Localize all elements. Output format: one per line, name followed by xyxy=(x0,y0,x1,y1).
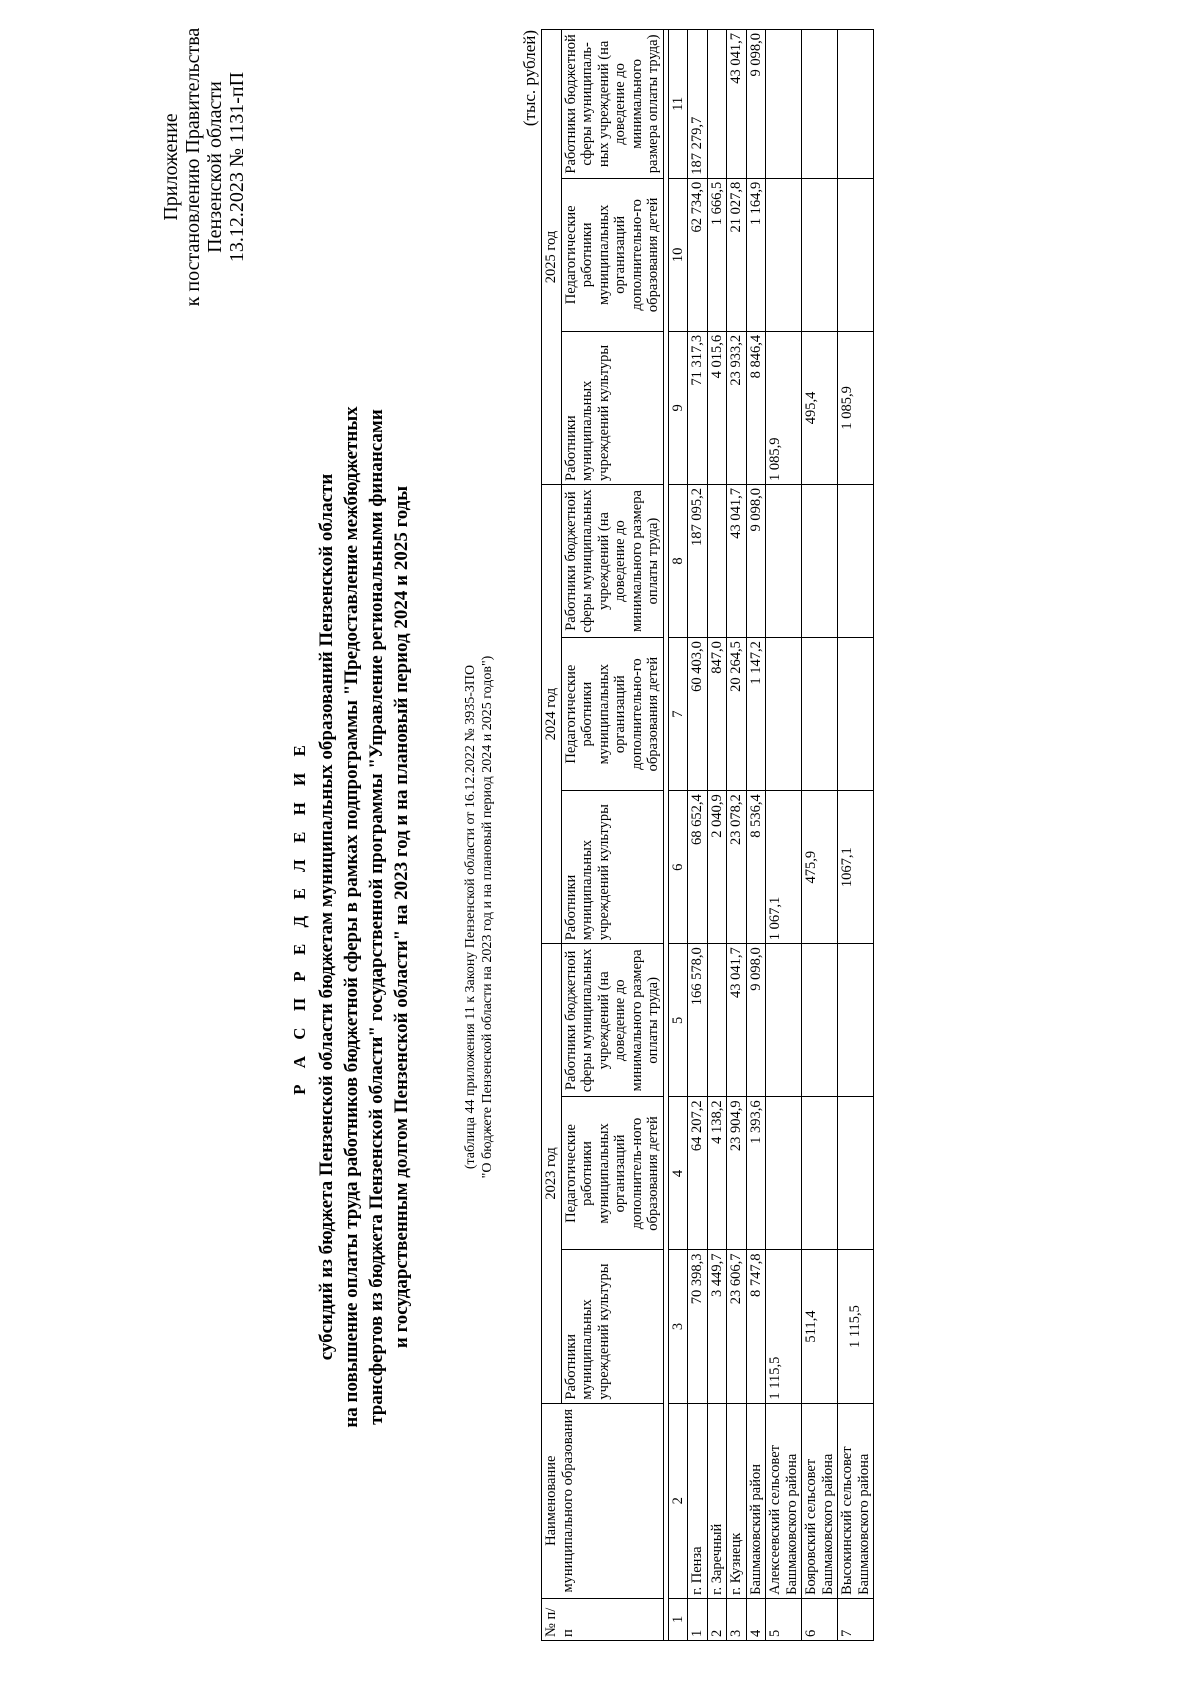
row-name: г. Пенза xyxy=(688,1403,708,1598)
cell-budget-2023 xyxy=(838,944,874,1097)
cell-teachers-2023: 4 138,2 xyxy=(707,1097,727,1250)
cell-culture-2023: 23 606,7 xyxy=(727,1250,747,1403)
cell-budget-2024: 43 041,7 xyxy=(727,484,747,637)
approval-line-4: 13.12.2023 № 1131-пП xyxy=(226,71,248,263)
cell-budget-2024 xyxy=(838,484,874,637)
table-row xyxy=(707,30,727,1641)
cell-budget-2023: 43 041,7 xyxy=(727,944,747,1097)
column-number: 3 xyxy=(668,1250,688,1403)
cell-culture-2025: 1 085,9 xyxy=(766,331,802,484)
approval-line-1: Приложение xyxy=(160,113,182,221)
title-line-1: субсидий из бюджета Пензенской области бюджетам муниципальных образований Пензенской области xyxy=(316,473,337,1361)
header-teachers-2023: Педагогические работники муниципальных организаций дополнитель-ного образования детей xyxy=(561,1097,663,1250)
row-no: 5 xyxy=(766,1598,802,1640)
row-no: 6 xyxy=(802,1598,838,1640)
reference-line-2: "О бюджете Пензенской области на 2023 год и на плановый период 2024 и 2025 годов") xyxy=(480,655,495,1179)
cell-teachers-2024: 1 147,2 xyxy=(746,638,766,791)
header-culture-2024: Работники муниципальных учреждений культуры xyxy=(561,791,663,944)
cell-budget-2025 xyxy=(707,30,727,179)
row-name: г. Кузнецк xyxy=(727,1403,747,1598)
table-row xyxy=(838,30,874,1641)
row-name: г. Заречный xyxy=(707,1403,727,1598)
cell-teachers-2024 xyxy=(802,638,838,791)
header-culture-2025: Работники муниципальных учреждений культуры xyxy=(561,331,663,484)
cell-teachers-2023: 23 904,9 xyxy=(727,1097,747,1250)
cell-culture-2024: 23 078,2 xyxy=(727,791,747,944)
cell-culture-2024: 1 067,1 xyxy=(766,791,802,944)
cell-culture-2024: 475,9 xyxy=(802,791,838,944)
cell-budget-2025: 9 098,0 xyxy=(746,30,766,179)
cell-culture-2023: 70 398,3 xyxy=(688,1250,708,1403)
row-name: Бояровский сельсовет Башмаковского района xyxy=(802,1403,838,1598)
cell-teachers-2023 xyxy=(838,1097,874,1250)
units-label: (тыс. рублей) xyxy=(520,30,539,127)
cell-culture-2025: 1 085,9 xyxy=(838,331,874,484)
row-name: Алексеевский сельсовет Башмаковского района xyxy=(766,1403,802,1598)
cell-budget-2025: 187 279,7 xyxy=(688,30,708,179)
cell-teachers-2023: 64 207,2 xyxy=(688,1097,708,1250)
header-year-2025: 2025 год xyxy=(542,30,562,485)
cell-culture-2023: 511,4 xyxy=(802,1250,838,1403)
cell-budget-2024 xyxy=(766,484,802,637)
row-name: Башмаковский район xyxy=(746,1403,766,1598)
cell-culture-2023: 1 115,5 xyxy=(766,1250,802,1403)
document-title xyxy=(290,217,414,1617)
cell-budget-2023 xyxy=(766,944,802,1097)
cell-budget-2024: 187 095,2 xyxy=(688,484,708,637)
cell-budget-2023 xyxy=(707,944,727,1097)
approval-stamp xyxy=(160,17,248,317)
table-row xyxy=(727,30,747,1641)
reference-line-1: (таблица 44 приложения 11 к Закону Пензенской области от 16.12.2022 № 3935-ЗПО xyxy=(463,664,478,1170)
column-number: 10 xyxy=(668,178,688,331)
distribution-table xyxy=(541,29,874,1641)
cell-culture-2025: 495,4 xyxy=(802,331,838,484)
cell-culture-2024: 1067,1 xyxy=(838,791,874,944)
cell-teachers-2024: 60 403,0 xyxy=(688,638,708,791)
column-number: 7 xyxy=(668,638,688,791)
cell-budget-2024 xyxy=(707,484,727,637)
header-name: Наименование муниципального образования xyxy=(542,1403,664,1598)
column-number: 8 xyxy=(668,484,688,637)
header-culture-2023: Работники муниципальных учреждений культуры xyxy=(561,1250,663,1403)
header-teachers-2024: Педагогические работники муниципальных организаций дополнительно-го образования детей xyxy=(561,638,663,791)
cell-budget-2023 xyxy=(802,944,838,1097)
table-row xyxy=(688,30,708,1641)
column-number: 5 xyxy=(668,944,688,1097)
column-number: 9 xyxy=(668,331,688,484)
cell-culture-2023: 8 747,8 xyxy=(746,1250,766,1403)
table-row xyxy=(766,30,802,1641)
cell-budget-2025 xyxy=(838,30,874,179)
row-name: Высокинский сельсовет Башмаковского района xyxy=(838,1403,874,1598)
column-number: 4 xyxy=(668,1097,688,1250)
cell-culture-2023: 3 449,7 xyxy=(707,1250,727,1403)
cell-culture-2024: 68 652,4 xyxy=(688,791,708,944)
header-budget-2025: Работники бюджетной сферы муниципаль-ных учреждений (на доведение до минимального размера оплаты труда) xyxy=(561,30,663,179)
cell-budget-2025 xyxy=(766,30,802,179)
cell-culture-2024: 2 040,9 xyxy=(707,791,727,944)
cell-teachers-2024: 847,0 xyxy=(707,638,727,791)
row-no: 7 xyxy=(838,1598,874,1640)
cell-teachers-2025: 1 666,5 xyxy=(707,178,727,331)
column-number: 1 xyxy=(668,1598,688,1640)
header-teachers-2025: Педагогические работники муниципальных организаций дополнительно-го образования детей xyxy=(561,178,663,331)
cell-culture-2024: 8 536,4 xyxy=(746,791,766,944)
cell-teachers-2025: 21 027,8 xyxy=(727,178,747,331)
cell-teachers-2025 xyxy=(802,178,838,331)
header-year-2023: 2023 год xyxy=(542,944,562,1403)
cell-budget-2023: 9 098,0 xyxy=(746,944,766,1097)
header-row-years xyxy=(542,30,562,1641)
cell-budget-2025 xyxy=(802,30,838,179)
cell-teachers-2025 xyxy=(838,178,874,331)
column-number: 11 xyxy=(668,30,688,179)
cell-teachers-2024 xyxy=(766,638,802,791)
cell-budget-2023: 166 578,0 xyxy=(688,944,708,1097)
cell-culture-2025: 4 015,6 xyxy=(707,331,727,484)
approval-line-3: Пензенской области xyxy=(204,81,226,253)
header-budget-2024: Работники бюджетной сферы муниципальных учреждений (на доведение до минимального размера оплаты труда) xyxy=(561,484,663,637)
table-row xyxy=(746,30,766,1641)
cell-teachers-2023 xyxy=(802,1097,838,1250)
header-budget-2023: Работники бюджетной сферы муниципальных учреждений (на доведение до минимального размера оплаты труда) xyxy=(561,944,663,1097)
cell-teachers-2023 xyxy=(766,1097,802,1250)
header-row-categories xyxy=(561,30,663,1641)
header-no: № п/п xyxy=(542,1598,664,1640)
approval-line-2: к постановлению Правительства xyxy=(182,27,204,307)
table-row xyxy=(802,30,838,1641)
row-no: 1 xyxy=(688,1598,708,1640)
cell-teachers-2025: 1 164,9 xyxy=(746,178,766,331)
cell-budget-2024 xyxy=(802,484,838,637)
cell-culture-2025: 71 317,3 xyxy=(688,331,708,484)
header-year-2024: 2024 год xyxy=(542,484,562,943)
row-no: 3 xyxy=(727,1598,747,1640)
law-reference xyxy=(462,217,496,1617)
cell-culture-2025: 23 933,2 xyxy=(727,331,747,484)
column-number-row xyxy=(668,30,688,1641)
cell-budget-2025: 43 041,7 xyxy=(727,30,747,179)
cell-teachers-2023: 1 393,6 xyxy=(746,1097,766,1250)
cell-teachers-2025: 62 734,0 xyxy=(688,178,708,331)
cell-teachers-2025 xyxy=(766,178,802,331)
row-no: 2 xyxy=(707,1598,727,1640)
title-line-2: на повышение оплаты труда работников бюджетной сферы в рамках подпрограммы "Предоставление межбюджетных xyxy=(341,406,362,1428)
cell-budget-2024: 9 098,0 xyxy=(746,484,766,637)
cell-teachers-2024 xyxy=(838,638,874,791)
title-line-3: трансфертов из бюджета Пензенской области" государственной программы "Управление региональными финансами xyxy=(366,409,387,1425)
title-heading: Р А С П Р Е Д Е Л Е Н И Е xyxy=(290,739,309,1095)
column-number: 6 xyxy=(668,791,688,944)
column-number: 2 xyxy=(668,1403,688,1598)
row-no: 4 xyxy=(746,1598,766,1640)
title-line-4: и государственным долгом Пензенской области" на 2023 год и на плановый период 2024 и 2025 годы xyxy=(391,485,412,1349)
cell-teachers-2024: 20 264,5 xyxy=(727,638,747,791)
cell-culture-2025: 8 846,4 xyxy=(746,331,766,484)
cell-culture-2023: 1 115,5 xyxy=(838,1250,874,1403)
